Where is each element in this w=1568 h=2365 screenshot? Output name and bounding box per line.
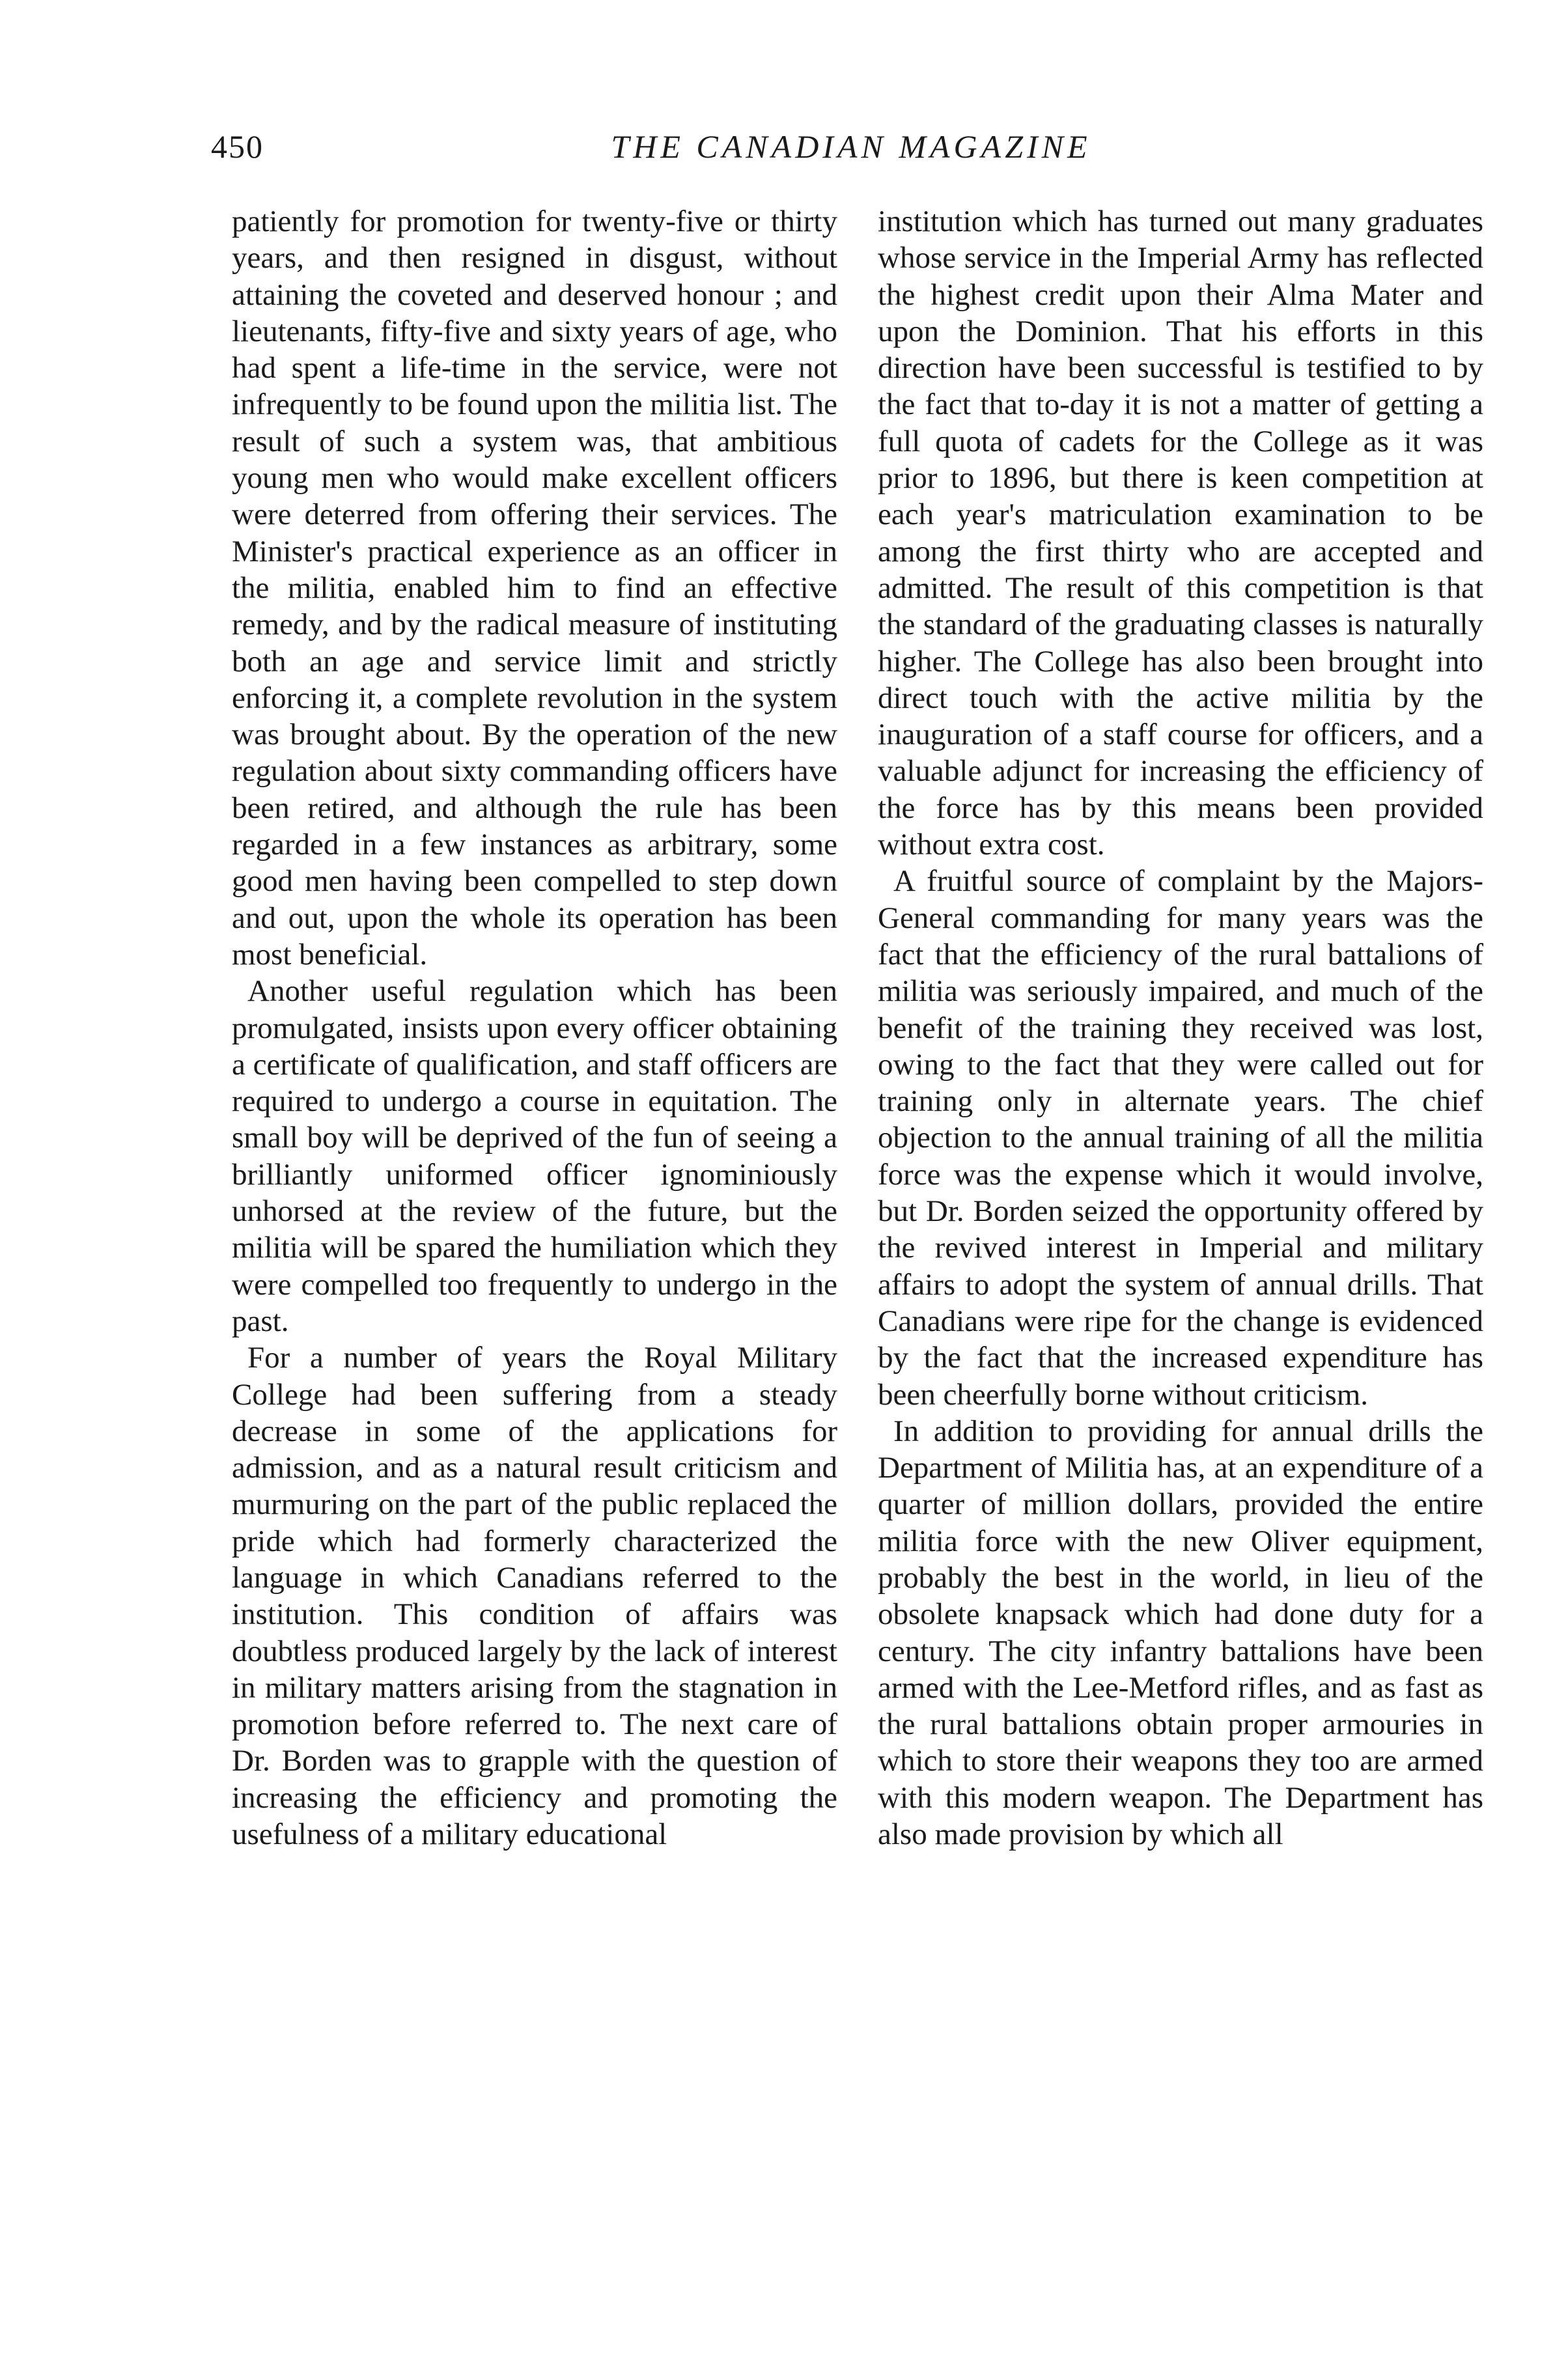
paragraph: Another useful regulation which has been promulgated, insists upon every officer obtaining a certificate of qualification, and staff officers are required to undergo a course in equitation. The small boy will be deprived of the fun of seeing a brilliantly uniformed officer ignominiously unhorsed at the review of the future, but the militia will be spared the humiliation which they were compelled too frequently to undergo in the past. <box>232 974 837 1338</box>
paragraph-continued: institution which has turned out many graduates whose service in the Imperial Army has reflected the highest credit upon their Alma Mater and upon the Dominion. That his efforts in this direction have been successful is testified to by the fact that to-day it is not a matter of getting a full quota of cadets for the College as it was prior to 1896, but there is keen competition at each year's matriculation examination to be among the first thirty who are accepted and admitted. The result of this competition is that the standard of the graduating classes is naturally higher. The College has also been brought into direct touch with the active militia by the inauguration of a staff course for officers, and a valuable adjunct for increasing the efficiency of the force has by this means been provided without extra cost. <box>878 204 1483 862</box>
paragraph-continued: patiently for promotion for twenty-five or thirty years, and then resigned in disgust, without attaining the coveted and deserved honour ; and lieutenants, fifty-five and sixty years of age, who had spent a life-time in the service, were not infrequently to be found upon the militia list. The result of such a system was, that ambitious young men who would make excellent officers were deterred from offering their services. The Minister's practical experience as an officer in the militia, enabled him to find an effective remedy, and by the radical measure of instituting both an age and service limit and strictly enforcing it, a complete revolution in the system was brought about. By the operation of the new regulation about sixty commanding officers have been retired, and although the rule has been regarded in a few instances as arbitrary, some good men having been compelled to step down and out, upon the whole its operation has been most beneficial. <box>232 204 837 972</box>
left-column <box>232 203 837 1853</box>
paragraph: A fruitful source of complaint by the Majors-General commanding for many years was the fact that the efficiency of the rural battalions of militia was seriously impaired, and much of the benefit of the training they received was lost, owing to the fact that they were called out for training only in alternate years. The chief objection to the annual training of all the militia force was the expense which it would involve, but Dr. Borden seized the opportunity offered by the revived interest in Imperial and military affairs to adopt the system of annual drills. That Canadians were ripe for the change is evidenced by the fact that the increased expenditure has been cheerfully borne without criticism. <box>878 864 1483 1412</box>
paragraph: For a number of years the Royal Military College had been suffering from a steady decrease in some of the applications for admission, and as a natural result criticism and murmuring on the part of the public replaced the pride which had formerly characterized the language in which Canadians referred to the institution. This condition of affairs was doubtless produced largely by the lack of interest in military matters arising from the stagnation in promotion before referred to. The next care of Dr. Borden was to grapple with the question of increasing the efficiency and promoting the usefulness of a military educational <box>232 1341 837 1852</box>
paragraph: In addition to providing for annual drills the Department of Militia has, at an expenditure of a quarter of million dollars, provided the entire militia force with the new Oliver equipment, probably the best in the world, in lieu of the obsolete knapsack which had done duty for a century. The city infantry battalions have been armed with the Lee-Metford rifles, and as fast as the rural battalions obtain proper armouries in which to store their weapons they too are armed with this modern weapon. The Department has also made provision by which all <box>878 1414 1483 1852</box>
page-header <box>211 128 1491 173</box>
page-number: 450 <box>211 128 264 165</box>
running-title: THE CANADIAN MAGAZINE <box>611 128 1091 165</box>
right-column <box>878 203 1483 1853</box>
